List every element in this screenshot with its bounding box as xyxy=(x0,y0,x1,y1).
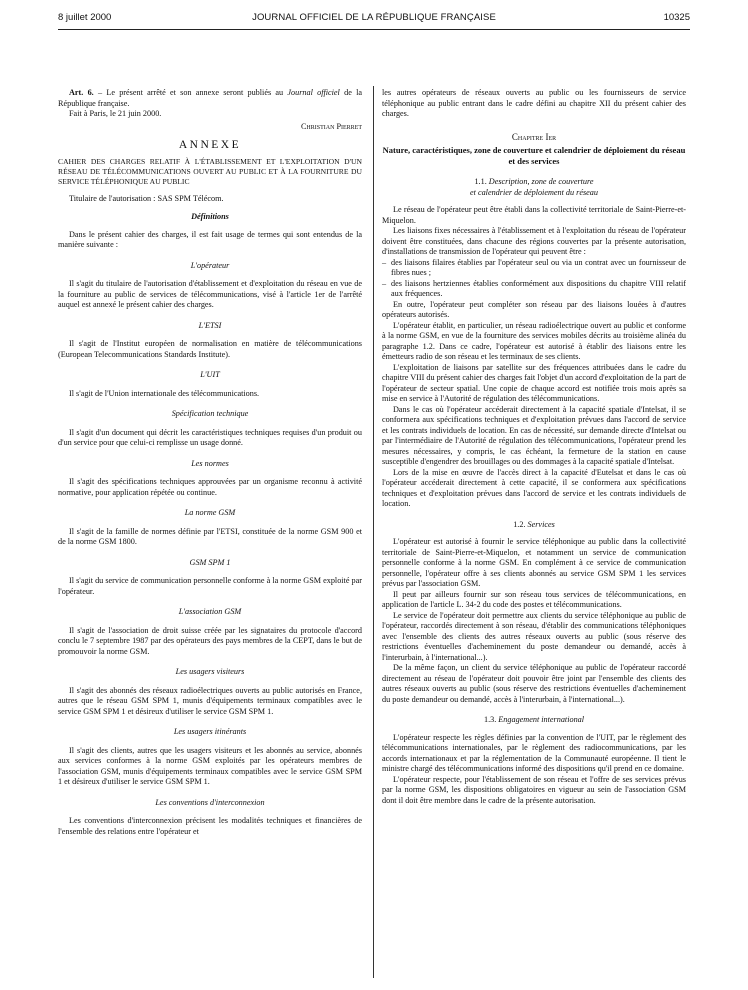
term-text: Il s'agit d'un document qui décrit les caractéristiques techniques requises d'un produit ou d'un service pour que celui-ci remplisse un usage donné. xyxy=(58,427,362,447)
section-number: 1.2. xyxy=(513,519,526,529)
chapter-title: Nature, caractéristiques, zone de couverture et calendrier de déploiement du réseau et des services xyxy=(382,145,686,166)
paragraph: En outre, l'opérateur peut compléter son réseau par des liaisons louées à d'autres opérateurs autorisés. xyxy=(382,299,686,319)
paragraph: L'opérateur respecte, pour l'établissement de son réseau et l'offre de ses services prévus par la norme GSM, les dispositions obligatoires en vigueur au sein de l'association GSM dont il doit être membre dans le cadre de la présente autorisation. xyxy=(382,774,686,805)
annexe-heading: ANNEXE xyxy=(178,139,242,151)
journal-title: JOURNAL OFFICIEL DE LA RÉPUBLIQUE FRANÇAISE xyxy=(252,12,496,23)
page-number: 10325 xyxy=(663,12,690,23)
paragraph: L'opérateur établit, en particulier, un réseau radioélectrique ouvert au public et conforme à la norme GSM, en vue de la fourniture des services mobiles décrits au troisième alinéa du paragraphe 1.2. Dans ce cadre, l'opérateur est autorisé à établir des liaisons entre les émetteurs radio de son réseau et les terminaux de ses clients. xyxy=(382,320,686,361)
chapter-heading: Chapitre Ier xyxy=(511,131,557,142)
term-heading: GSM SPM 1 xyxy=(189,557,231,567)
term-heading: Les usagers visiteurs xyxy=(175,667,245,676)
term-text: Il s'agit des clients, autres que les usagers visiteurs et les abonnés au service, abonnés aux services conformes à la norme GSM exploités par les opérateurs membres de l'association GSM, munis d'équipements terminaux compatibles avec le service GSM SPM 1 et désireux d'utiliser le service GSM SPM 1. xyxy=(58,745,362,786)
term-heading: L'ETSI xyxy=(198,320,222,330)
paragraph: Les liaisons fixes nécessaires à l'établissement et à l'exploitation du réseau de l'opérateur doivent être constituées, dans chacune des régions couvertes par la présente autorisation, d'installations de transmission de l'opérateur qui peuvent être : xyxy=(382,226,686,256)
page-header xyxy=(58,12,690,26)
term-text: Il s'agit du service de communication personnelle conforme à la norme GSM exploité par l'opérateur. xyxy=(58,576,362,596)
paragraph: L'exploitation de liaisons par satellite sur des fréquences attribuées dans le cadre du chapitre VIII du présent cahier des charges fait l'objet d'un accord d'exploitation de la part de l'opérateur de secteur spatial. Une copie de chaque accord est notifiée trois mois après sa mise en service à l'Autorité de régulation des télécommunications. xyxy=(382,362,686,403)
header-rule xyxy=(58,29,690,30)
definitions-heading: Définitions xyxy=(191,212,229,221)
term-text: Il s'agit des spécifications techniques approuvées par un organisme reconnu à activité normative, pour application répétée ou continue. xyxy=(58,477,362,497)
right-column xyxy=(382,88,686,806)
term-heading: La norme GSM xyxy=(184,508,236,517)
paragraph: Lors de la mise en œuvre de l'accès direct à la capacité d'Eutelsat et dans le cas où l'opérateur accéderait directement à cette capacité, il se conformera aux spécifications techniques et d'exploitation prévues dans l'accord de service et les contrats individuels de location. xyxy=(382,467,686,508)
continued-text: les autres opérateurs de réseaux ouverts au public ou les fournisseurs de service téléphonique au public entrant dans le cadre défini au chapitre XII du présent cahier des charges. xyxy=(382,88,686,118)
article-6-text-a: – Le présent arrêté et son annexe seront publiés au xyxy=(93,88,288,97)
paragraph: Il peut par ailleurs fournir sur son réseau tous services de télécommunications, en application de l'article L. 34-2 du code des postes et télécommunications. xyxy=(382,589,686,609)
term-text: Il s'agit de la famille de normes définie par l'ETSI, constituée de la norme GSM 900 et de la norme GSM 1800. xyxy=(58,526,362,546)
term-text: Les conventions d'interconnexion précisent les modalités techniques et financières de l'ensemble des relations entre l'opérateur et xyxy=(58,816,362,836)
paragraph: De la même façon, un client du service téléphonique au public de l'opérateur raccordé directement au réseau de l'opérateur doit pouvoir être joint par l'ensemble des clients des autres réseaux ouverts au public (sous réserve des restrictions éventuelles d'acheminement du poste demandeur ou demandé, accès à l'interurbain, à l'international...). xyxy=(382,663,686,704)
paragraph: L'opérateur respecte les règles définies par la convention de l'UIT, par le règlement des télécommunications internationales, par le règlement des radiocommunications, par les accords internationaux et par la réglementation de la Communauté européenne. Il tient le ministre chargé des télécommunications informé des dispositions qu'il prend en ce domaine. xyxy=(382,732,686,773)
term-text: Il s'agit de l'Union internationale des télécommunications. xyxy=(69,388,260,398)
article-6-label: Art. 6. xyxy=(69,88,94,97)
issue-date: 8 juillet 2000 xyxy=(58,12,112,23)
section-title: Description, zone de couverture xyxy=(488,177,594,186)
article-6-journal: Journal officiel xyxy=(287,88,340,97)
fait-a-paris: Fait à Paris, le 21 juin 2000. xyxy=(69,109,162,118)
section-number: 1.3. xyxy=(483,715,497,724)
column-divider xyxy=(373,86,374,978)
definitions-intro: Dans le présent cahier des charges, il est fait usage de termes qui sont entendus de la manière suivante : xyxy=(58,229,362,249)
section-1-1-subtitle: et calendrier de déploiement du réseau xyxy=(469,187,598,197)
term-heading: Spécification technique xyxy=(171,409,249,418)
dash-item: – des liaisons hertziennes établies conformément aux dispositions du chapitre VIII relatif aux fréquences. xyxy=(382,279,686,300)
paragraph: Le service de l'opérateur doit permettre aux clients du service téléphonique au public de l'opérateur, raccordés directement à son réseau, d'établir des communications téléphoniques avec l'ensemble des clients des autres réseaux ouverts au public (sous réserve des restrictions éventuelles d'acheminement du poste demandeur ou demandé, accès à l'interurbain, à l'international...). xyxy=(382,610,686,662)
term-heading: Les conventions d'interconnexion xyxy=(155,797,265,807)
dash-item: – des liaisons filaires établies par l'opérateur seul ou via un contrat avec un fournisseur de fibres nues ; xyxy=(382,258,686,279)
titulaire: Titulaire de l'autorisation : SAS SPM Télécom. xyxy=(69,193,224,203)
section-title: Services xyxy=(527,519,555,529)
paragraph: Le réseau de l'opérateur peut être établi dans la collectivité territoriale de Saint-Pierre-et-Miquelon. xyxy=(382,205,686,225)
article-6-text-b: de la République française. xyxy=(58,88,362,108)
section-1-3-heading xyxy=(382,715,686,726)
term-text: Il s'agit de l'association de droit suisse créée par les signataires du protocole d'accord conclu le 7 septembre 1987 par des opérateurs des pays membres de la CEPT, dans le but de promouvoir la norme GSM. xyxy=(58,625,362,656)
section-1-2-heading xyxy=(382,520,686,531)
term-heading: Les usagers itinérants xyxy=(173,727,247,736)
section-1-1-heading xyxy=(382,177,686,188)
term-text: Il s'agit des abonnés des réseaux radioélectriques ouverts au public autorisés en France, autres que le réseau GSM SPM 1, munis d'équipements terminaux compatibles avec le service GSM SPM 1 et désireux d'utiliser le service GSM SPM 1. xyxy=(58,685,362,716)
left-column xyxy=(58,88,362,837)
term-heading: L'association GSM xyxy=(178,607,242,616)
paragraph: L'opérateur est autorisé à fournir le service téléphonique au public dans la collectivité territoriale de Saint-Pierre-et-Miquelon, et notamment un service de communication personnelle conforme à la norme GSM. En complément à ce service de communication personnelle, l'opérateur offre à ses clients abonnés au service GSM SPM 1 les services prévus par l'association GSM. xyxy=(382,537,686,588)
term-text: Il s'agit du titulaire de l'autorisation d'établissement et d'exploitation du réseau en vue de la fourniture au public de services de télécommunications, visé à l'article 1er de l'arrêté auquel est annexé le présent cahier des charges. xyxy=(58,279,362,309)
cahier-title: CAHIER DES CHARGES RELATIF À L'ÉTABLISSEMENT ET L'EXPLOITATION D'UN RÉSEAU DE TÉLÉCOMMUNICATIONS OUVERT AU PUBLIC ET À LA FOURNITURE DU SERVICE TÉLÉPHONIQUE AU PUBLIC xyxy=(58,156,362,186)
term-text: Il s'agit de l'Institut européen de normalisation en matière de télécommunications (European Telecommunications Standards Institute). xyxy=(58,339,362,359)
section-title: Engagement international xyxy=(498,715,585,724)
article-6 xyxy=(58,88,362,109)
term-heading: L'opérateur xyxy=(190,260,230,270)
term-heading: Les normes xyxy=(191,458,229,468)
paragraph: Dans le cas où l'opérateur accéderait directement à la capacité spatiale d'Intelsat, il se conformera aux spécifications techniques et d'exploitation prévues dans l'accord de service et les contrats individuels de location. En cas de nécessité, sur demande directe d'Intelsat ou par l'intermédiaire de l'Autorité de régulation des télécommunications, l'opérateur prend les mesures nécessaires, y compris, le cas échéant, la fermeture de la station en cause susceptible d'engendrer des brouillages ou des dommages à la capacité spatiale d'Intelsat. xyxy=(382,404,686,466)
term-heading: L'UIT xyxy=(200,370,220,379)
signature: Christian Pierret xyxy=(300,121,362,131)
section-number: 1.1. xyxy=(474,177,487,186)
